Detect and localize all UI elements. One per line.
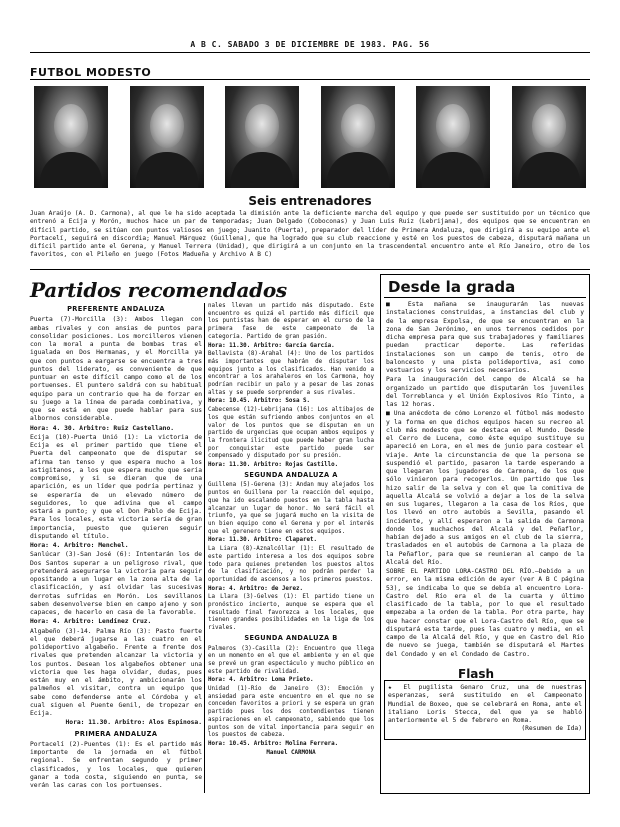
- article-title: Partidos recomendados: [30, 278, 287, 302]
- match-referee: Hora: 11.30. Arbitro: Claparet.: [208, 537, 318, 544]
- division-heading: PREFERENTE ANDALUZA: [67, 305, 165, 313]
- flash-source: (Resumen de Ida): [521, 725, 582, 733]
- flash-text: [388, 684, 582, 734]
- flash-title: Flash: [458, 667, 495, 681]
- match-preview: Palmeros (3)-Casilla (2): Encuentro que llega en un momento en el que el ambiente y en el que se prevé un gran espectáculo y mucho público en este partido de rivalidad.: [208, 645, 374, 675]
- coach-photo: [34, 86, 108, 188]
- match-referee: Hora: 4. Arbitro: Loma Prieto.: [208, 677, 314, 684]
- caption-rule: [30, 269, 590, 270]
- match-preview: La Liara (8)-Aznalcóllar (1): El resultado de este partido interesa a los dos equipos sobre todo para quienes pretenden los puestos altos de la clasificación, y no podrán perder la oportunidad de ascensos a los primeros puestos.: [208, 546, 374, 583]
- grada-column: [386, 301, 584, 660]
- division-heading: SEGUNDA ANDALUZA B: [244, 633, 338, 642]
- coach-photo: [416, 86, 490, 188]
- match-preview: Puerta (7)-Morcilla (3): Ambos llegan con ambas rivales y con ansias de puntos para consolidar posiciones. Los morcilleros vienen con la moral a punta de bombas tras el igualada en Dos Hermanas, y el Morcilla ya que con puntos a eargarse se encuentra a tres puntos del liderato, es conveniente de que puntuar en este difícil campo como el de los portuenses. El puntero saldrá con su habitual equipo para un contrario que ha de forzar en su juego a la línea de parada combinativa, y que se está en que puede hablar para sus albornos considerable.: [30, 316, 202, 423]
- match-preview: La Llara (3)-Gelves (1): El partido tiene un pronóstico incierto, aunque se espera que el resultado final favorezca a los locales, que tienen grandes posibilidades en la liga de los rivales.: [208, 594, 374, 632]
- division-heading: SEGUNDA ANDALUZA A: [244, 470, 338, 479]
- match-preview: Unidad (1)-Río de Janeiro (3): Emoción y ansiedad para este encuentro en el que no se conceden favoritos a priori y se espera un gran partido pues los dos contendientes tienen aspiraciones en el campeonato, sabiendo que los puntos son de vital importancia para seguir en los puestos de cabeza.: [208, 686, 374, 739]
- match-preview: Guillena (5)-Gerena (3): Andan muy alejados los puntos en Guillena por la reacción del equipo, que ha ido escalando puestos en la tabla hasta alcanzar un lugar de honor. No será fácil el triunfo, ya que se jugará mucho en la visita de un bien equipo como el Gerena y por el interés que el gerenero tiene en estos equipos.: [208, 482, 374, 535]
- grada-item: Para la inauguración del campo de Alcalá se ha organizado un partido que disputarán los juveniles del Torreblanca y el Unión Explosivos Río Tinto, a las 12 horas.: [386, 376, 584, 408]
- match-preview: Algabeño (3)-14. Palma Río (3): Pasto fuerte el que deberá jugarse a las cuatro en el polideportivo algabeño. Frente a frente dos rivales que pretenden alcanzar la victoria y los puntos. Desean los algabeños obtener una victoria que les haga olvidar, dudas, pues están muy en el ámbito, y ambicionarán los palmeños el visitar, contra un equipo que sabe como defenderse ante el Córdoba y el cual siguen el Puente Genil, de tropezar en Ecija.: [30, 627, 202, 717]
- coach-photo: [321, 86, 395, 188]
- match-referee: Hora: 11.30. Arbitro: García García.: [208, 342, 335, 349]
- match-preview: nales llevan un partido más disputado. Este encuentro es quizá el partido más difícil que los puntistas han de esperar en el curso de la primera fase de este campeonato de la categoría. Partido de gran pasión.: [208, 303, 374, 340]
- match-referee: Hora: 4. Arbitro: de Jerez.: [208, 585, 303, 592]
- match-preview: Bellavista (8)-Arahal (4): Uno de los partidos más importantes que habrán de disputar los equipos junto a los clasificados. Han venido a encontrar a los arahaleros en los Carmona, hoy podrían recibir un palo y a pesar de las zonas altas y se puede sorprender a sus rivales.: [208, 351, 374, 396]
- photo-caption: Juan Araújo (A. D. Carmona), al que le ha sido aceptada la dimisión ante la deficiente marcha del equipo y que puede ser sustituido por un técnico que entrenó a Ecija y Morón, muchos hace un par de temporadas; Juan Delgado (Coboconas) y Juan Luis Ruiz (Lebrijana), dos equipos que se encuentran en difícil partido, se sitúan con puntos valiosos en juego; Juanito (Puerta), preparador del líder de Primera Andaluza, que dirigirá a su equipo ante el Portacelí, seguirá en discordia; Manuel Márquez (Guillena), que ha logrado que su club reaccione y esté en los puestos de cabeza, disputará mañana un difícil partido ante el Gerena, y Manuel Terrera (Unidad), que dirigirá a un conjunto en la trascendental encuentro ante el Río Janeiro, otro de los favoritos, con el Pileño en juego (Fotos Madueña y Archivo A B C): [30, 210, 590, 259]
- match-referee: Hora: 10.45. Arbitro: Molina Ferrera.: [208, 740, 339, 747]
- grada-item: ■ Una anécdota de cómo Lorenzo el fútbol más modesto y la forma en que dichos equipos hacen su recreo al club más modesto que se destaca en el Mundo. Desde el Cerro de Lucena, como éste equipo sustituye su apareció en Lora, en el mes de junio para costear el viaje. Ante la circunstancia de que la persona se suspendió el partido, pasaron la tarde esperando a que llegaran los jugadores de Carmona, de los que sólo vinieron para recogerlos. Un partido que les hizo salir de la selva y con el que la comitiva de aquella Alcalá se volvió a dejar a los de la selva en sus lugares, llegaron a la casa de los Ríos, que los llevó en otro autobús a Sevilla, pasando el incidente, y allí esperaron a la salida de Carmona donde los muchachos del Alcalá y del Peñaflor, habían dejado a sus amigos en el club de la sierra, trasladados en el autobús de Carmona a la plaza de la Peñaflor, para que se reunieran al campo de la Alcalá del Río.: [386, 410, 584, 566]
- grada-item: ■ Esta mañana se inaugurarán las nuevas instalaciones construidas, a instancias del club y de la empresa Expolsa, de que se encuentran en la zona de San Jerónimo, en unos terrenos cedidos por dicha empresa para que sus trabajadores y familiares puedan practicar deporte. Las referidas instalaciones son un campo de tenis, otro de baloncesto y una pista polideportiva, así como vestuarios y los servicios necesarios.: [386, 301, 584, 374]
- match-referee: Hora: 11.30. Arbitro: Alos Espinosa.: [65, 719, 202, 727]
- author-signature: Manuel CARMONA: [266, 749, 316, 756]
- section-label: FUTBOL MODESTO: [30, 66, 152, 79]
- photo-title: Seis entrenadores: [248, 194, 372, 208]
- match-preview: Cabecense (12)-Lebrijana (16): Los altibajos de los que están sufriendo ambos conjuntos en el valor de los puntos que se disputan en un partido de urgencias que ocupan ambos equipos y la frontera ilicitud que puede haber gran lucha por conquistar este partido puede ser compensado y disputado por su presión.: [208, 407, 374, 460]
- column-rule: [204, 303, 205, 793]
- match-referee: Hora: 11.30. Arbitro: Rojas Castillo.: [208, 462, 339, 469]
- section-rule: [30, 79, 590, 80]
- match-referee: Hora: 4. Arbitro: Menchel.: [30, 542, 129, 549]
- match-preview: Ecija (10)-Puerta Unió (1): La victoria de Ecija es el primer partido que tiene el Puerta del campeonato que de disputar se afirma tan tenso y que espera mucho a los astigitanos, a los que espera mucho que sería compromiso, y si se dieran que de una aparición, es un líder que podría pertinaz y se esperaría de un elevado número de seguidores, lo que adivina que el campo estará a punto; y que el Don Pablo de Ecija. Para los locales, esta victoria sería de gran importancia, puesto que quieren seguir disputando el título.: [30, 433, 202, 540]
- header-rule: [30, 52, 590, 53]
- match-preview: Portacelí (2)-Puentes (1): Es el partido más importante de la jornada en el fútbol regional. Se enfrentan segundo y primer clasificados, y los locales, que quieren ganar a toda costa, siguiendo en punta, se verán las caras con los portuenses.: [30, 740, 202, 789]
- match-preview: Sanlúcar (3)-San José (6): Intentarán los de Dos Santos superar a un peligroso rival, que pretenderá asegurarse la victoria para seguir opositando a un lugar en la zona alta de la clasificación, y así olvidar las sucesivas derrotas sufridas en Morón. Los sevillanos saben desenvolverse bien en campo ajeno y son capaces, de hacerlo en casa de la favorable.: [30, 551, 202, 616]
- coach-photo: [130, 86, 204, 188]
- match-referee: Hora: 10.45. Arbitro: Sosa S.: [208, 398, 311, 405]
- match-referee: Hora: 4. 30. Arbitro: Ruiz Castellano.: [30, 424, 175, 432]
- coach-photo: [225, 86, 299, 188]
- match-referee: Hora: 4. Arbitro: Lendínez Cruz.: [30, 618, 152, 626]
- grada-title: Desde la grada: [388, 278, 516, 296]
- coach-photos: [34, 86, 586, 188]
- flash-item: ★ El pugilista Genaro Cruz, una de nuestras esperanzas, será sustituido en el Campeonato Mundial de Boxeo, que se celebrará en Roma, ante el italiano Loris Stecca, del que ya se habló anteriormente el 5 de febrero en Roma.: [388, 684, 582, 724]
- grada-item: SOBRE EL PARTIDO LORA-CASTRO DEL RÍO.—Debido a un error, en la misma edición de ayer (ver A B C página 53), se indicaba lo que se debía al encuentro Lora-Castro del Río era el de la cuarta y último clasificado de la tabla, por lo que el resultado empezaba a la orden de la tabla. Por otra parte, hay que hacer constar que el Lora-Castro del Río, que se disputará esta tarde, pues las cuatro y media, en el campo de la Alcalá del Río, y que en Castro del Río de nuevo se juega, también se disputará el Martes del Condado y en el Condado de Castro.: [386, 568, 584, 658]
- division-heading: PRIMERA ANDALUZA: [74, 729, 158, 738]
- grada-rule: [384, 297, 586, 298]
- article-column-1: [30, 303, 202, 791]
- article-column-2: [208, 303, 374, 758]
- coach-photo: [512, 86, 586, 188]
- page-header: A B C. SABADO 3 DE DICIEMBRE DE 1983. PAG. 56: [190, 40, 430, 49]
